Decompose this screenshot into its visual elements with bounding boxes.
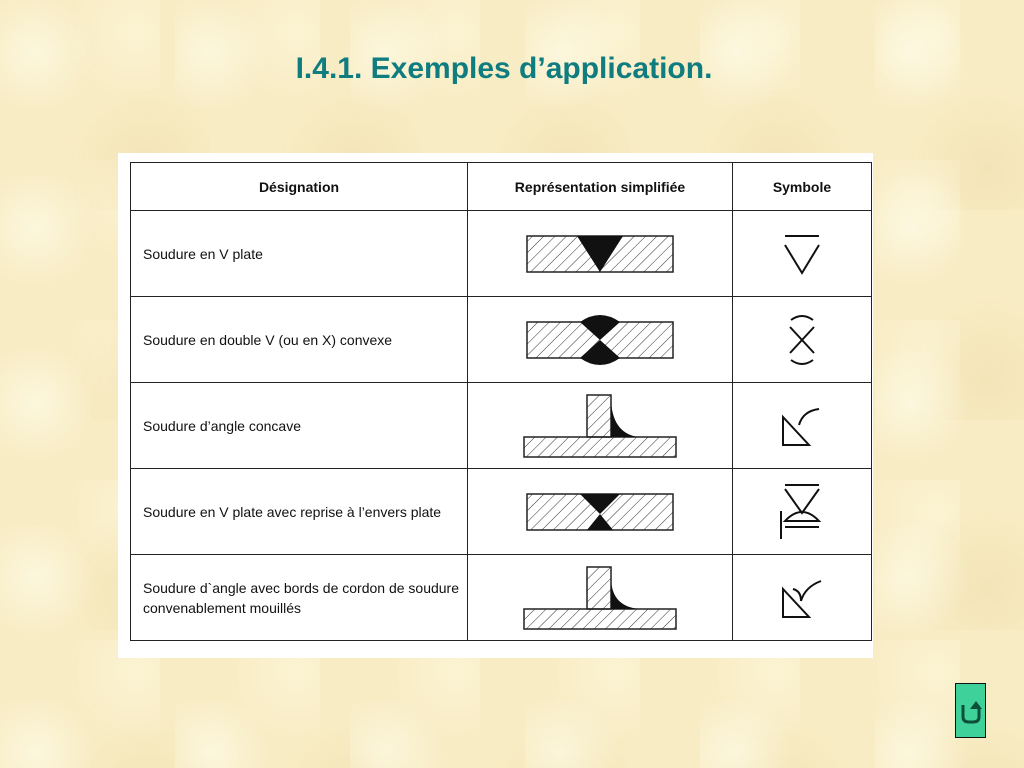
page-title: I.4.1. Exemples d’application. bbox=[295, 52, 713, 85]
double-v-convex-figure bbox=[525, 312, 675, 368]
fillet-concave-figure bbox=[522, 393, 678, 459]
row-designation: Soudure en double V (ou en X) convexe bbox=[131, 297, 468, 383]
return-button[interactable] bbox=[955, 683, 986, 738]
v-plate-figure bbox=[525, 232, 675, 276]
header-representation: Représentation simplifiée bbox=[468, 163, 733, 211]
double-v-convex-symbol bbox=[777, 310, 827, 370]
fillet-concave-symbol bbox=[777, 403, 827, 449]
table-row bbox=[131, 297, 872, 383]
return-arrow-icon bbox=[959, 697, 983, 725]
table-header-row bbox=[131, 163, 872, 211]
row-designation: Soudure en V plate avec reprise à l’envers plate bbox=[131, 469, 468, 555]
v-plate-symbol bbox=[777, 231, 827, 277]
table-row bbox=[131, 211, 872, 297]
weld-symbols-table-image bbox=[118, 153, 873, 658]
weld-table bbox=[130, 162, 872, 641]
header-designation: Désignation bbox=[131, 163, 468, 211]
table-row bbox=[131, 469, 872, 555]
row-designation: Soudure d`angle avec bords de cordon de soudure convenablement mouillés bbox=[131, 555, 468, 641]
header-symbole: Symbole bbox=[733, 163, 872, 211]
table-row bbox=[131, 383, 872, 469]
fillet-smooth-symbol bbox=[777, 575, 827, 621]
table-row bbox=[131, 555, 872, 641]
v-plate-backing-figure bbox=[525, 490, 675, 534]
v-plate-backing-symbol bbox=[777, 481, 827, 543]
fillet-smooth-figure bbox=[522, 565, 678, 631]
row-designation: Soudure d’angle concave bbox=[131, 383, 468, 469]
row-designation: Soudure en V plate bbox=[131, 211, 468, 297]
